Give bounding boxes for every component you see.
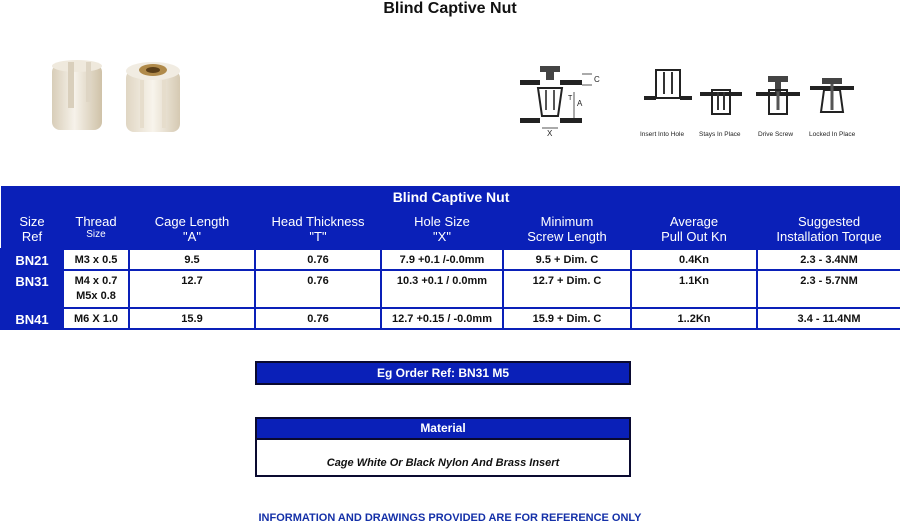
cell-screw: 12.7 + Dim. C xyxy=(503,270,631,308)
cell-torque: 2.3 - 5.7NM xyxy=(757,270,900,308)
install-step-drive-drawing xyxy=(756,74,800,118)
cell-screw: 15.9 + Dim. C xyxy=(503,308,631,329)
cell-torque: 3.4 - 11.4NM xyxy=(757,308,900,329)
dimension-drawing xyxy=(512,56,604,140)
page-title: Blind Captive Nut xyxy=(383,0,517,17)
cell-pull: 1.1Kn xyxy=(631,270,757,308)
disclaimer: INFORMATION AND DRAWINGS PROVIDED ARE FOR REFERENCE ONLY xyxy=(258,512,642,524)
header-pull-out: Pull Out Kn xyxy=(631,229,757,249)
cell-head: 0.76 xyxy=(255,308,381,329)
table-row xyxy=(1,308,900,329)
install-step-label-locked: Locked In Place xyxy=(809,131,856,138)
cell-thread: M6 X 1.0 xyxy=(63,308,129,329)
install-step-insert-drawing xyxy=(644,66,692,116)
header-minimum: Minimum xyxy=(503,208,631,230)
cell-screw: 9.5 + Dim. C xyxy=(503,249,631,270)
cell-hole: 10.3 +0.1 / 0.0mm xyxy=(381,270,503,308)
dim-t-label: T xyxy=(568,95,573,102)
cell-cage: 9.5 xyxy=(129,249,255,270)
cell-cage: 12.7 xyxy=(129,270,255,308)
header-hole-x: "X" xyxy=(381,229,503,249)
cell-ref: BN41 xyxy=(1,308,63,329)
spec-table xyxy=(0,186,900,330)
cell-pull: 1..2Kn xyxy=(631,308,757,329)
header-suggested: Suggested xyxy=(757,208,900,230)
install-step-label-insert: Insert Into Hole xyxy=(640,131,685,138)
cell-ref: BN31 xyxy=(1,270,63,308)
header-screw-length: Screw Length xyxy=(503,229,631,249)
cell-hole: 12.7 +0.15 / -0.0mm xyxy=(381,308,503,329)
header-cage-length: Cage Length xyxy=(129,208,255,230)
cell-head: 0.76 xyxy=(255,270,381,308)
table-row xyxy=(1,270,900,308)
cell-cage: 15.9 xyxy=(129,308,255,329)
install-step-label-drive: Drive Screw xyxy=(758,131,794,138)
header-size: Size xyxy=(1,208,63,230)
table-caption: Blind Captive Nut xyxy=(1,187,900,208)
material-text: Cage White Or Black Nylon And Brass Insert xyxy=(326,457,560,469)
install-step-label-stays: Stays In Place xyxy=(699,131,741,138)
material-heading: Material xyxy=(257,419,629,440)
product-photo-brass-nut xyxy=(120,58,186,136)
dim-x-label: X xyxy=(547,129,553,138)
cell-hole: 7.9 +0.1 /-0.0mm xyxy=(381,249,503,270)
cell-thread: M3 x 0.5 xyxy=(63,249,129,270)
table-row xyxy=(1,249,900,270)
header-head-t: "T" xyxy=(255,229,381,249)
header-average: Average xyxy=(631,208,757,230)
header-hole-size: Hole Size xyxy=(381,208,503,230)
install-step-stays-drawing xyxy=(700,86,742,118)
cell-thread-line1: M4 x 0.7 xyxy=(74,275,118,287)
cell-ref: BN21 xyxy=(1,249,63,270)
material-box xyxy=(255,417,631,477)
cell-head: 0.76 xyxy=(255,249,381,270)
header-cage-a: "A" xyxy=(129,229,255,249)
cell-thread xyxy=(63,270,129,308)
header-thread: Thread xyxy=(63,208,129,230)
install-step-locked-drawing xyxy=(810,76,854,118)
header-head-thickness: Head Thickness xyxy=(255,208,381,230)
dim-c-label: C xyxy=(594,75,600,84)
dim-a-label: A xyxy=(577,99,583,108)
cell-pull: 0.4Kn xyxy=(631,249,757,270)
product-photo-white-nut xyxy=(46,58,106,134)
cell-thread-line2: M5x 0.8 xyxy=(76,290,116,302)
header-torque: Installation Torque xyxy=(757,229,900,249)
cell-torque: 2.3 - 3.4NM xyxy=(757,249,900,270)
order-ref-box: Eg Order Ref: BN31 M5 xyxy=(255,361,631,385)
header-thread-size: Size xyxy=(63,229,129,249)
header-ref: Ref xyxy=(1,229,63,249)
